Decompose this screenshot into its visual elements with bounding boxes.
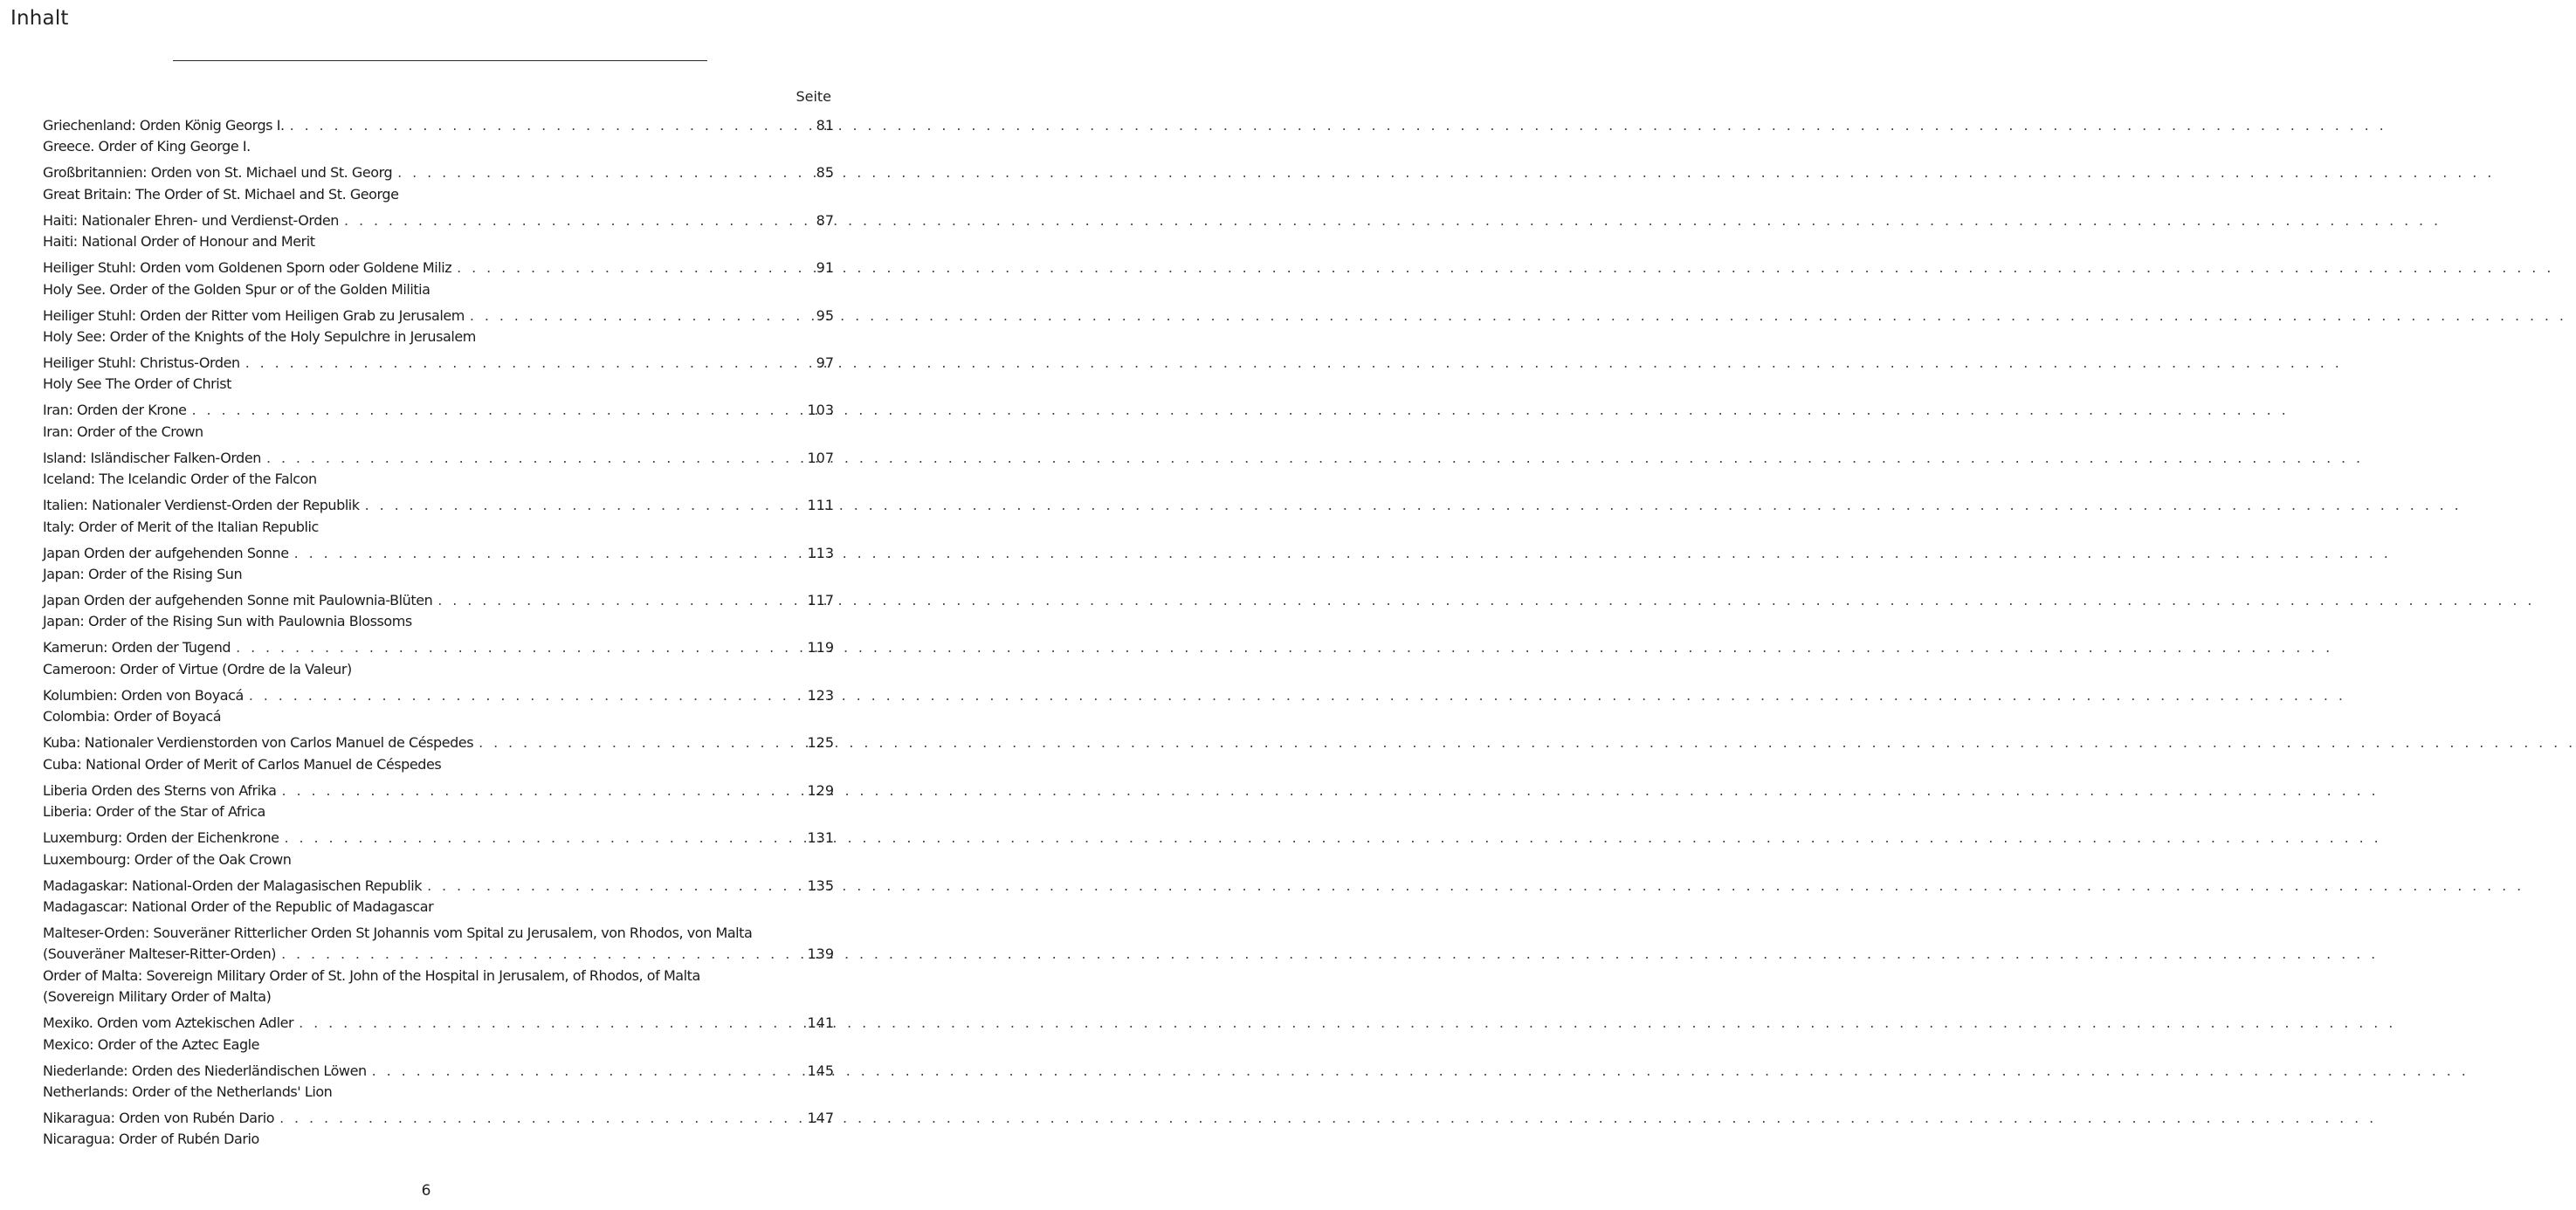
toc-entry-page: 81: [816, 117, 834, 134]
leader-dots: [279, 1108, 803, 1129]
toc-entry-holy-see-golden-spur[interactable]: [43, 258, 834, 300]
toc-entry-title-de: Kolumbien: Orden von Boyacá: [43, 686, 244, 704]
toc-entry-title-de: Großbritannien: Orden von St. Michael und St. Georg: [43, 164, 393, 182]
toc-entry-line: [43, 944, 834, 965]
leader-dots: [290, 115, 808, 136]
toc-entry-title-de: Madagaskar: National-Orden der Malagasischen Republik: [43, 877, 423, 894]
toc-entry-japan-paulownia[interactable]: [43, 590, 834, 633]
toc-entry-title-en: Italy: Order of Merit of the Italian Republic: [43, 518, 319, 535]
toc-entry-title-de: Kuba: Nationaler Verdienstorden von Carlos Manuel de Céspedes: [43, 734, 474, 752]
page-number: 6: [421, 1182, 431, 1200]
toc-entry-nicaragua[interactable]: [43, 1108, 834, 1151]
leader-dots: [281, 944, 803, 965]
toc-entry-page: 147: [807, 1109, 834, 1126]
toc-entry-title-en: Holy See. Order of the Golden Spur or of the Golden Militia: [43, 280, 430, 298]
toc-entry-page: 107: [807, 449, 834, 466]
leader-dots: [479, 732, 803, 753]
toc-entry-title-de: Haiti: Nationaler Ehren- und Verdienst-Orden: [43, 211, 339, 229]
toc-entry-greece[interactable]: [43, 115, 834, 158]
toc-entry-title-en-cont: (Sovereign Military Order of Malta): [43, 988, 272, 1006]
toc-entry-title-en: Luxembourg: Order of the Oak Crown: [43, 850, 292, 868]
toc-entry-line: [43, 780, 834, 801]
toc-entry-title-en: Cuba: National Order of Merit of Carlos Manuel de Céspedes: [43, 755, 442, 773]
toc-entry-iceland[interactable]: [43, 448, 834, 491]
toc-entry-holy-see-christ[interactable]: [43, 353, 834, 395]
toc-entry-malta[interactable]: [43, 923, 834, 1008]
toc-entry-title-de: Kamerun: Orden der Tugend: [43, 639, 231, 657]
toc-entry-line: [43, 210, 834, 231]
leader-dots: [282, 780, 804, 801]
toc-entry-title-de: Island: Isländischer Falken-Orden: [43, 449, 261, 466]
toc-entry-page: 85: [816, 164, 834, 182]
page-header-title: Inhalt: [10, 7, 69, 30]
toc-entry-page: 135: [807, 877, 834, 894]
toc-entry-holy-see-sepulchre[interactable]: [43, 306, 834, 348]
toc-entry-title-en: Japan: Order of the Rising Sun: [43, 566, 243, 583]
toc-entry-title-de: Heiliger Stuhl: Orden der Ritter vom Heiligen Grab zu Jerusalem: [43, 306, 465, 324]
leader-dots: [437, 590, 803, 611]
toc-entry-title-en: Iran: Order of the Crown: [43, 423, 203, 440]
leader-dots: [457, 258, 808, 278]
leader-dots: [266, 448, 803, 469]
toc-entry-title-en: Netherlands: Order of the Netherlands' Lion: [43, 1083, 333, 1100]
toc-entry-page: 129: [807, 781, 834, 799]
toc-entry-page: 145: [807, 1062, 834, 1079]
toc-entry-title-en: Cameroon: Order of Virtue (Ordre de la Valeur): [43, 660, 352, 677]
leader-dots: [365, 495, 804, 516]
toc-entry-title-de: Griechenland: Orden König Georgs I.: [43, 117, 285, 134]
toc-entry-page: 139: [807, 945, 834, 963]
leader-dots: [236, 637, 803, 658]
toc-entry-title-de: Japan Orden der aufgehenden Sonne mit Paulownia-Blüten: [43, 592, 433, 609]
toc-entry-title-en: Nicaragua: Order of Rubén Dario: [43, 1131, 259, 1148]
toc-entry-title-de: Niederlande: Orden des Niederländischen Löwen: [43, 1062, 367, 1079]
toc-entry-line: [43, 162, 834, 183]
header-rule: [173, 60, 707, 61]
toc-entry-mexico[interactable]: [43, 1013, 834, 1055]
leader-dots: [372, 1061, 804, 1082]
toc-entry-line: [43, 1013, 834, 1034]
toc-entry-netherlands[interactable]: [43, 1061, 834, 1103]
toc-entry-title-en: Iceland: The Icelandic Order of the Falcon: [43, 471, 317, 488]
toc-entry-page: 123: [807, 686, 834, 704]
toc-entry-line: [43, 685, 834, 706]
toc-entry-page: 111: [807, 497, 834, 514]
toc-entry-line: [43, 495, 834, 516]
toc-entry-page: 103: [807, 402, 834, 419]
toc-entry-line: [43, 876, 834, 897]
toc-entry-line: [43, 828, 834, 849]
leader-dots: [344, 210, 808, 231]
toc-entry-line: [43, 637, 834, 658]
toc-entry-page: 97: [816, 354, 834, 372]
toc-entry-line: [43, 590, 834, 611]
toc-entry-line: [43, 306, 834, 327]
toc-entry-title-en: Colombia: Order of Boyacá: [43, 708, 222, 725]
toc-entry-title-en: Great Britain: The Order of St. Michael and St. George: [43, 185, 399, 203]
toc-entry-title-de: Iran: Orden der Krone: [43, 402, 187, 419]
toc-entry-liberia[interactable]: [43, 780, 834, 823]
toc-entry-title-de: Italien: Nationaler Verdienst-Orden der Republik: [43, 497, 360, 514]
toc-entry-page: 91: [816, 259, 834, 277]
toc-entry-line: [43, 353, 834, 374]
toc-entry-cameroon[interactable]: [43, 637, 834, 680]
toc-entry-title-en: Holy See: Order of the Knights of the Holy Sepulchre in Jerusalem: [43, 328, 476, 346]
toc-entry-iran[interactable]: [43, 400, 834, 443]
toc-entry-page: 131: [807, 829, 834, 847]
toc-entry-title-de: Heiliger Stuhl: Orden vom Goldenen Sporn oder Goldene Miliz: [43, 259, 452, 277]
toc-entry-title-en: Holy See The Order of Christ: [43, 375, 232, 393]
toc-entry-title-en: Order of Malta: Sovereign Military Order of St. John of the Hospital in Jerusalem, of Rhodos, of Malta: [43, 966, 700, 984]
leader-dots: [397, 162, 808, 183]
toc-entry-title-en: Madagascar: National Order of the Republic of Madagascar: [43, 897, 434, 915]
toc-entry-line: [43, 258, 834, 278]
toc-entry-page: 95: [816, 306, 834, 324]
leader-dots: [285, 828, 804, 849]
toc-entry-line: [43, 400, 834, 421]
toc-entry-cuba[interactable]: [43, 732, 834, 775]
toc-entry-title-en: Greece. Order of King George I.: [43, 138, 251, 155]
toc-entry-title-en: Liberia: Order of the Star of Africa: [43, 803, 265, 821]
toc-entry-page: 87: [816, 211, 834, 229]
toc-entry-title-de: Luxemburg: Orden der Eichenkrone: [43, 829, 279, 847]
toc-entry-page: 113: [807, 544, 834, 561]
leader-dots: [245, 353, 808, 374]
toc-entry-page: 125: [807, 734, 834, 752]
leader-dots: [249, 685, 804, 706]
table-of-contents: [43, 115, 834, 1155]
toc-entry-madagascar[interactable]: [43, 876, 834, 918]
toc-entry-japan-rising-sun[interactable]: [43, 543, 834, 586]
toc-entry-title-de: Heiliger Stuhl: Christus-Orden: [43, 354, 240, 372]
toc-entry-line: [43, 732, 834, 753]
leader-dots: [294, 543, 804, 564]
toc-entry-colombia[interactable]: [43, 685, 834, 728]
toc-entry-title-en: Mexico: Order of the Aztec Eagle: [43, 1035, 260, 1053]
toc-entry-page: 119: [807, 639, 834, 657]
toc-entry-title-de-cont: (Souveräner Malteser-Ritter-Orden): [43, 945, 277, 963]
toc-entry-page: 117: [807, 592, 834, 609]
toc-entry-line: [43, 1108, 834, 1129]
toc-entry-title-en: Haiti: National Order of Honour and Merit: [43, 233, 315, 251]
toc-entry-page: 141: [807, 1014, 834, 1032]
toc-entry-haiti[interactable]: [43, 210, 834, 253]
leader-dots: [192, 400, 804, 421]
leader-dots: [427, 876, 803, 897]
leader-dots: [470, 306, 808, 327]
toc-entry-great-britain[interactable]: [43, 162, 834, 205]
toc-entry-line: [43, 448, 834, 469]
toc-entry-luxembourg[interactable]: [43, 828, 834, 870]
page-column-label: Seite: [796, 88, 831, 105]
toc-entry-title-de: Japan Orden der aufgehenden Sonne: [43, 544, 289, 561]
toc-entry-title-de: Liberia Orden des Sterns von Afrika: [43, 781, 277, 799]
toc-entry-line: [43, 543, 834, 564]
toc-entry-line: [43, 115, 834, 136]
toc-entry-title-de: Mexiko. Orden vom Aztekischen Adler: [43, 1014, 294, 1032]
toc-entry-title-de: Malteser-Orden: Souveräner Ritterlicher Orden St Johannis vom Spital zu Jerusalem, von Rhodos, von Malta: [43, 924, 753, 941]
toc-entry-title-en: Japan: Order of the Rising Sun with Paulownia Blossoms: [43, 613, 412, 630]
toc-entry-line: [43, 1061, 834, 1082]
toc-entry-italy[interactable]: [43, 495, 834, 538]
leader-dots: [299, 1013, 803, 1034]
toc-entry-title-de: Nikaragua: Orden von Rubén Dario: [43, 1109, 275, 1126]
